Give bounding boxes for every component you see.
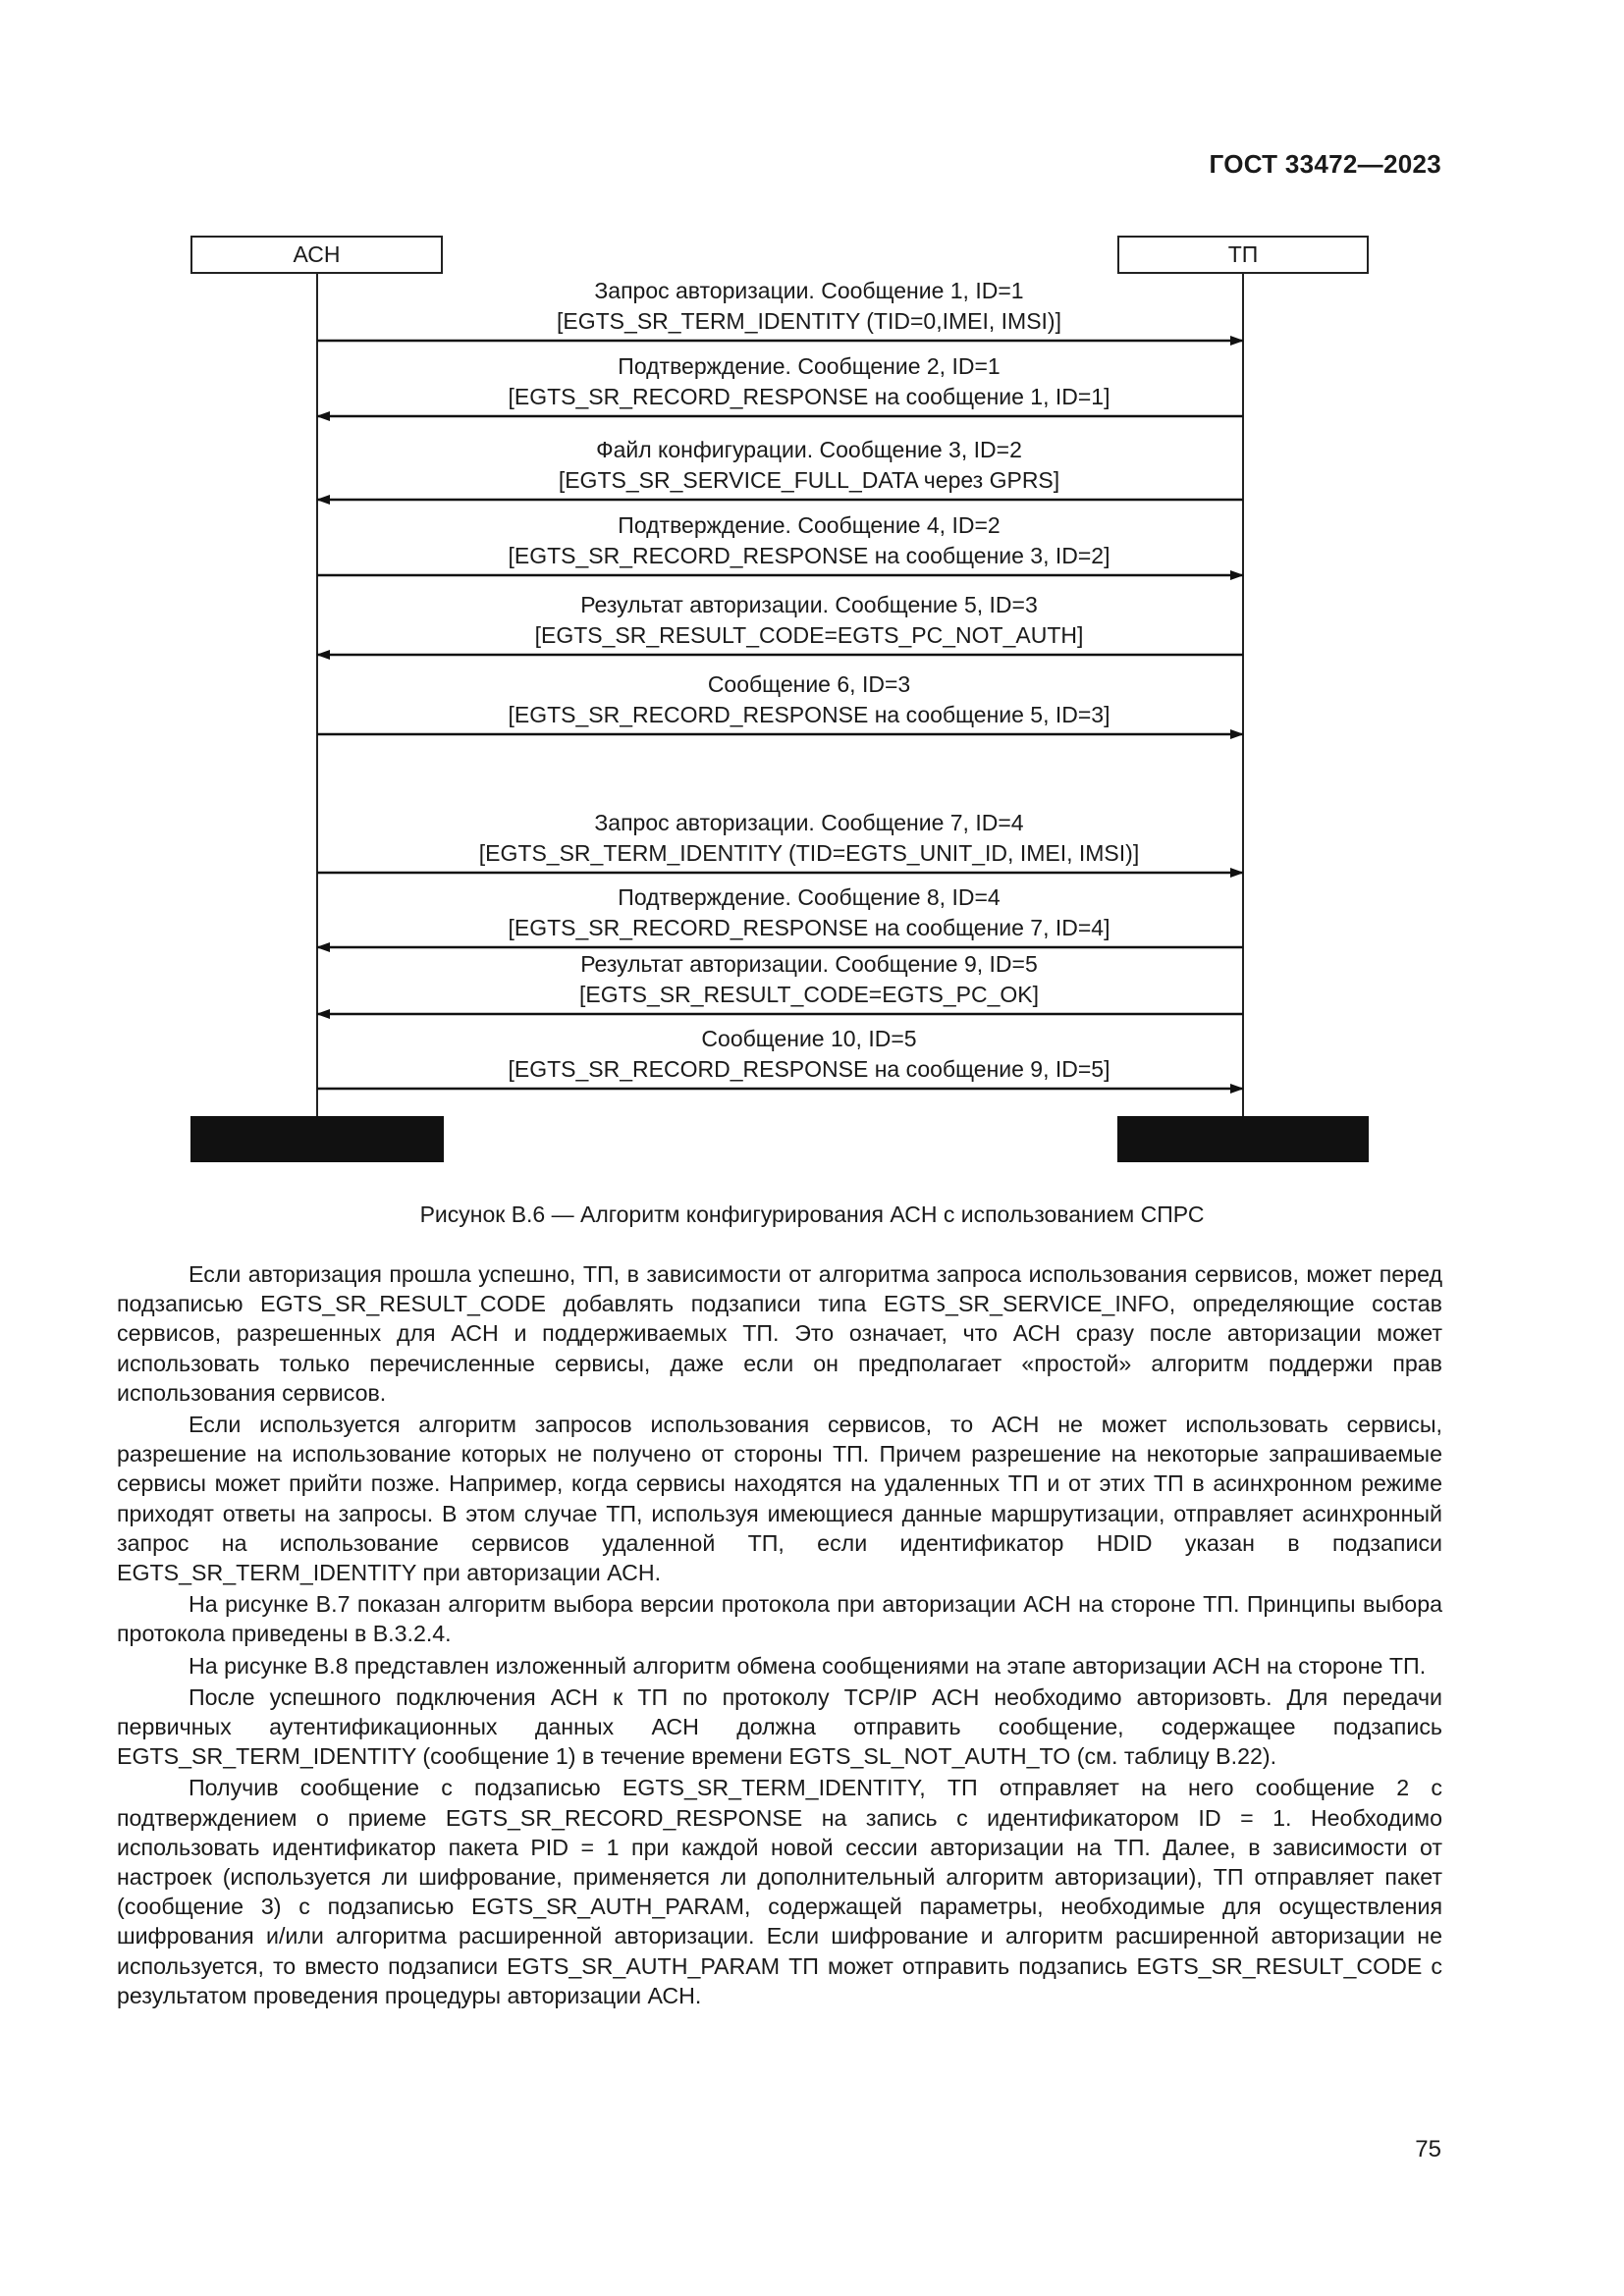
message-label: [318, 435, 1300, 496]
message-title: Сообщение 6, ID=3: [707, 671, 911, 697]
message-subrecord: [EGTS_SR_RESULT_CODE=EGTS_PC_OK]: [578, 982, 1040, 1007]
message-label: [318, 590, 1300, 651]
message-label: [318, 276, 1300, 337]
lifeline-end-right: [1117, 1116, 1369, 1162]
paragraph: На рисунке В.7 показан алгоритм выбора версии протокола при авторизации АСН на стороне ТП. Принципы выбора протокола приведены в В.3.2.4.: [117, 1591, 1442, 1647]
message-subrecord: [EGTS_SR_TERM_IDENTITY (TID=EGTS_UNIT_ID, IMEI, IMSI)]: [478, 840, 1140, 866]
paragraph: Получив сообщение с подзаписью EGTS_SR_TERM_IDENTITY, ТП отправляет на него сообщение 2 с подтверждением о приеме EGTS_SR_RECORD_RESPONSE на запись с идентификатором ID = 1. Необходимо использовать идентификатор пакета PID = 1 при каждой новой сессии авторизации на ТП. Далее, в зависимости от настроек (используется ли шифрование, применяется ли дополнительный алгоритм авторизации), ТП отправляет пакет (сообщение 3) с подзаписью EGTS_SR_AUTH_PARAM, содержащей параметры, необходимые для осуществления шифрования и/или алгоритма расширенной авторизации. Если шифрование и алгоритм расширенной авторизации не используется, то вместо подзаписи EGTS_SR_AUTH_PARAM ТП может отправить подзапись EGTS_SR_RESULT_CODE с результатом проведения процедуры авторизации АСН.: [117, 1775, 1442, 2008]
paragraph: Если авторизация прошла успешно, ТП, в зависимости от алгоритма запроса использования сервисов, может перед подзаписью EGTS_SR_RESULT_CODE добавлять подзаписи типа EGTS_SR_SERVICE_INFO, определяющие состав сервисов, разрешенных для АСН и поддерживаемых ТП. Это означает, что АСН сразу после авторизации может использовать только перечисленные сервисы, даже если он предполагает «простой» алгоритм поддержи прав использования сервисов.: [117, 1261, 1442, 1406]
message-subrecord: [EGTS_SR_RECORD_RESPONSE на сообщение 7, ID=4]: [508, 915, 1110, 940]
message-subrecord: [EGTS_SR_RECORD_RESPONSE на сообщение 3, ID=2]: [508, 543, 1110, 568]
document-standard-number: ГОСТ 33472—2023: [1209, 149, 1441, 179]
message-title: Результат авторизации. Сообщение 5, ID=3: [580, 592, 1038, 617]
paragraph: Если используется алгоритм запросов использования сервисов, то АСН не может использовать сервисы, разрешение на использование которых не получено от стороны ТП. Причем разрешение на некоторые запрашиваемые сервисы может прийти позже. Например, когда сервисы находятся на удаленных ТП и от этих ТП в асинхронном режиме приходят ответы на запросы. В этом случае ТП, используя имеющиеся данные маршрутизации, отправляет асинхронный запрос на использование сервисов удаленной ТП, если идентификатор HDID указан в подзаписи EGTS_SR_TERM_IDENTITY при авторизации АСН.: [117, 1412, 1442, 1586]
paragraph: После успешного подключения АСН к ТП по протоколу TCP/IP АСН необходимо авторизовть. Для передачи первичных аутентификационных данных АСН должна отправить сообщение, содержащее подзапись EGTS_SR_TERM_IDENTITY (сообщение 1) в течение времени EGTS_SL_NOT_AUTH_TO (см. таблицу В.22).: [117, 1683, 1442, 1770]
message-title: Результат авторизации. Сообщение 9, ID=5: [580, 951, 1038, 977]
message-title: Сообщение 10, ID=5: [701, 1026, 917, 1051]
message-label: [318, 510, 1300, 571]
message-title: Подтверждение. Сообщение 4, ID=2: [618, 512, 1001, 538]
message-label: [318, 808, 1300, 869]
message-subrecord: [EGTS_SR_RECORD_RESPONSE на сообщение 1, ID=1]: [508, 384, 1110, 409]
message-title: Запрос авторизации. Сообщение 1, ID=1: [594, 278, 1024, 303]
message-label: [318, 1024, 1300, 1085]
message-label: [318, 351, 1300, 412]
lifeline-header-right: ТП: [1117, 236, 1369, 274]
body-text: [117, 1259, 1442, 2012]
message-label: [318, 669, 1300, 730]
message-subrecord: [EGTS_SR_RESULT_CODE=EGTS_PC_NOT_AUTH]: [534, 622, 1084, 648]
message-title: Запрос авторизации. Сообщение 7, ID=4: [594, 810, 1024, 835]
message-subrecord: [EGTS_SR_SERVICE_FULL_DATA через GPRS]: [558, 467, 1060, 493]
message-label: [318, 949, 1300, 1010]
message-subrecord: [EGTS_SR_RECORD_RESPONSE на сообщение 5, ID=3]: [508, 702, 1110, 727]
message-subrecord: [EGTS_SR_TERM_IDENTITY (TID=0,IMEI, IMSI)]: [557, 308, 1061, 334]
message-subrecord: [EGTS_SR_RECORD_RESPONSE на сообщение 9, ID=5]: [508, 1056, 1110, 1082]
lifeline-end-left: [190, 1116, 444, 1162]
message-title: Файл конфигурации. Сообщение 3, ID=2: [596, 437, 1022, 462]
message-title: Подтверждение. Сообщение 2, ID=1: [618, 353, 1001, 379]
paragraph: На рисунке В.8 представлен изложенный алгоритм обмена сообщениями на этапе авторизации АСН на стороне ТП.: [189, 1652, 1427, 1679]
lifeline-header-left: АСН: [190, 236, 443, 274]
message-title: Подтверждение. Сообщение 8, ID=4: [618, 884, 1001, 910]
page-number: 75: [1415, 2136, 1441, 2163]
figure-caption: Рисунок В.6 — Алгоритм конфигурирования АСН с использованием СПРС: [419, 1201, 1205, 1227]
message-label: [318, 882, 1300, 943]
